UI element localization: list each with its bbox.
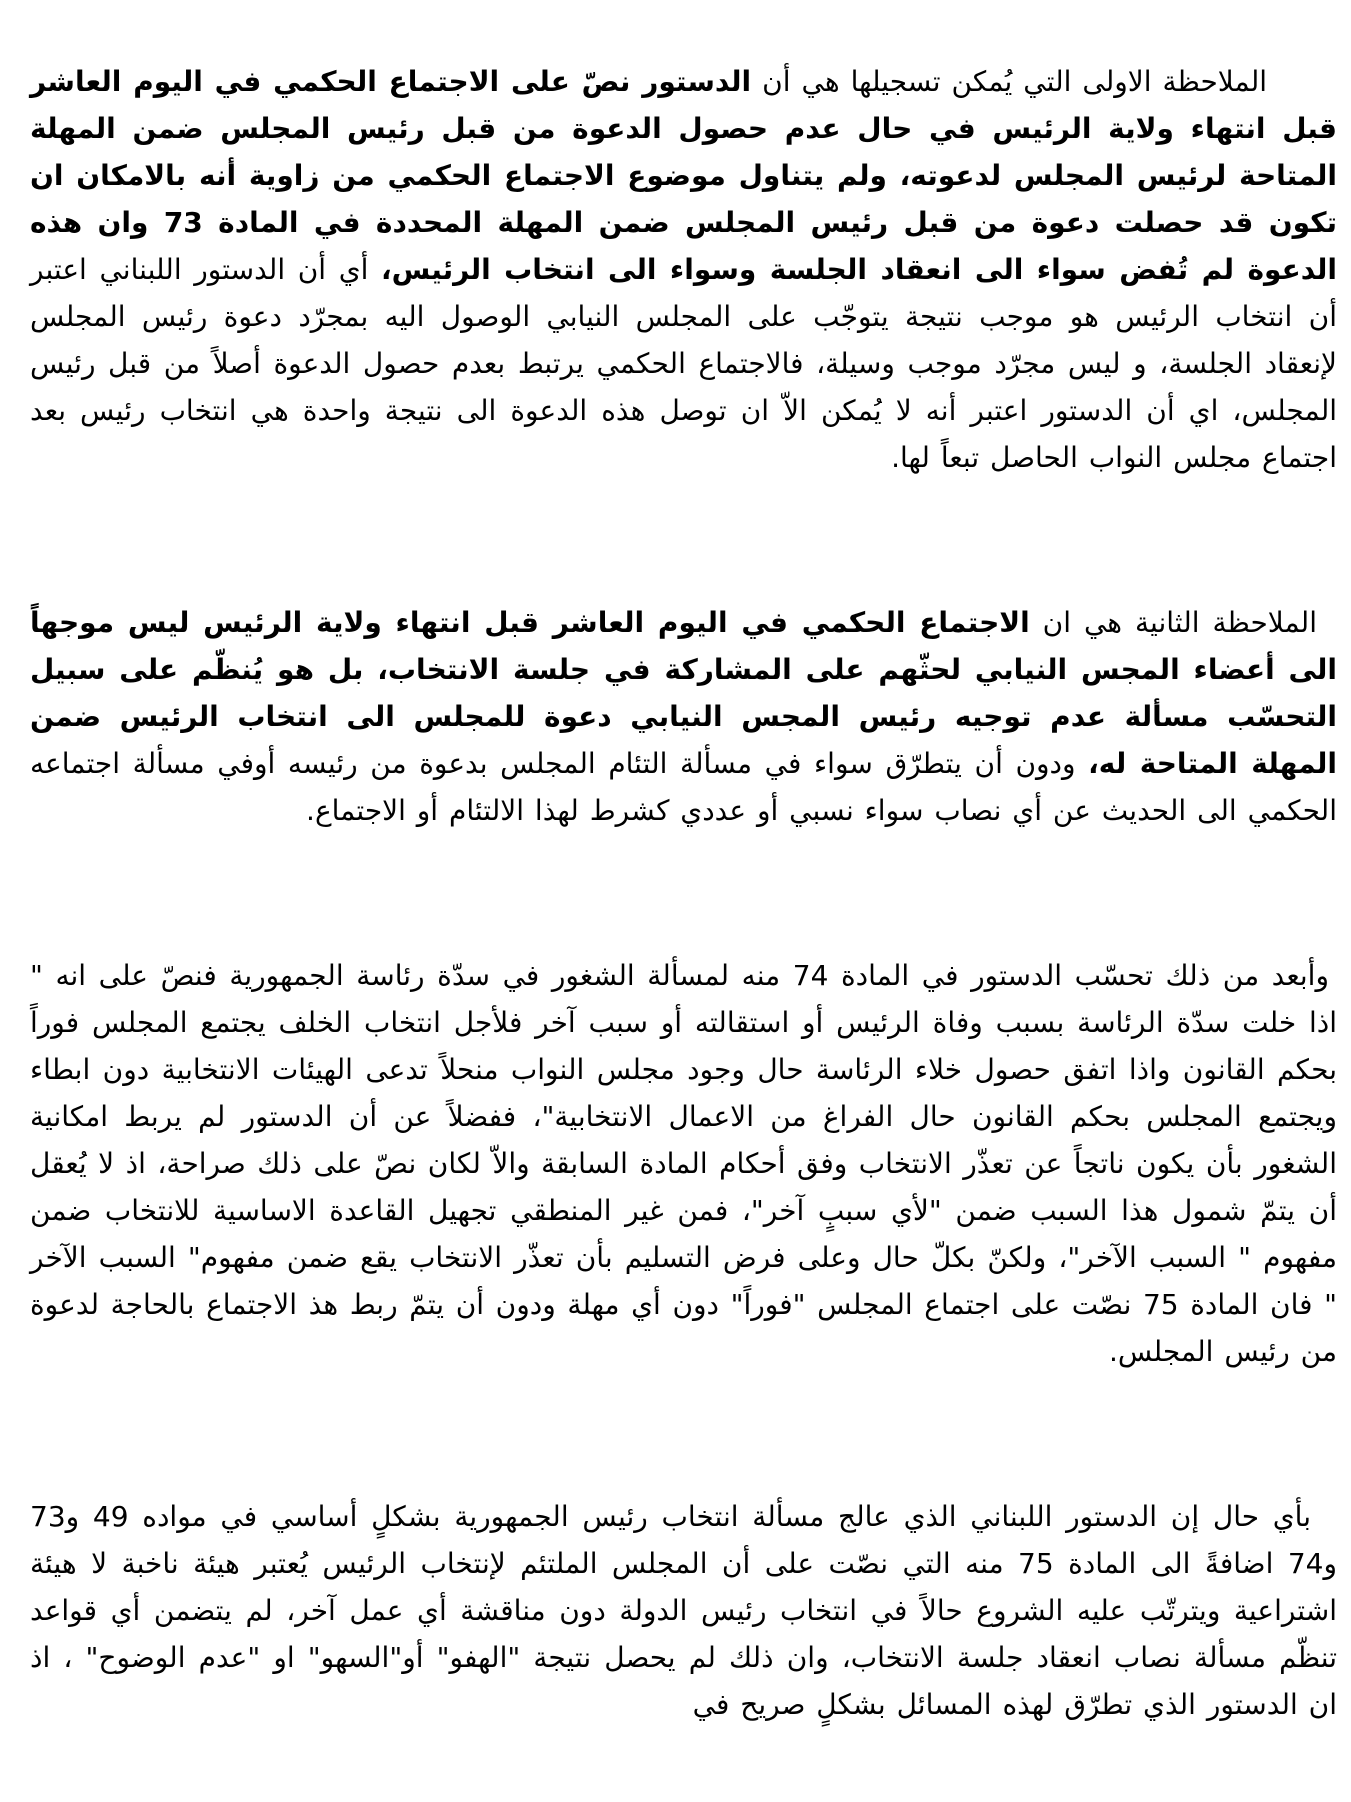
- text-run: وأبعد من ذلك تحسّب الدستور في المادة 74 منه لمسألة الشغور في سدّة رئاسة الجمهورية فنصّ على انه " اذا خلت سدّة الرئاسة بسبب وفاة الرئيس أو استقالته أو سبب آخر فلأجل انتخاب الخلف يجتمع المجلس فوراً بحكم القانون واذا اتفق حصول خلاء الرئاسة حال وجود مجلس النواب منحلاً تدعى الهيئات الانتخابية دون ابطاء ويجتمع المجلس بحكم القانون حال الفراغ من الاعمال الانتخابية"، ففضلاً عن أن الدستور لم يربط امكانية الشغور بأن يكون ناتجاً عن تعذّر الانتخاب وفق أحكام المادة السابقة والاّ لكان نصّ على ذلك صراحة، اذ لا يُعقل أن يتمّ شمول هذا السبب ضمن "لأي سببٍ آخر"، فمن غير المنطقي تجهيل القاعدة الاساسية للانتخاب ضمن مفهوم " السبب الآخر"، ولكنّ بكلّ حال وعلى فرض التسليم بأن تعذّر الانتخاب يقع ضمن مفهوم" السبب الآخر " فان المادة 75 نصّت على اجتماع المجلس "فوراً" دون أي مهلة ودون أن يتمّ ربط هذ الاجتماع بالحاجة لدعوة من رئيس المجلس.: [30, 959, 1337, 1368]
- text-run-bold: الاجتماع الحكمي في اليوم العاشر قبل انتهاء ولاية الرئيس ليس موجهاً الى أعضاء المجس النيابي لحثّهم على المشاركة في جلسة الانتخاب، بل هو يُنظّم على سبيل التحسّب مسألة عدم توجيه رئيس المجس النيابي دعوة للمجلس الى انتخاب الرئيس ضمن المهلة المتاحة له،: [30, 606, 1337, 780]
- text-run: ودون أن يتطرّق سواء في مسألة التئام المجلس بدعوة من رئيسه أوفي مسألة اجتماعه الحكمي الى الحديث عن أي نصاب سواء نسبي أو عددي كشرط لهذا الالتئام أو الاجتماع.: [30, 747, 1337, 827]
- text-run: أي أن الدستور اللبناني اعتبر أن انتخاب الرئيس هو موجب نتيجة يتوجّب على المجلس النيابي الوصول اليه بمجرّد دعوة رئيس المجلس لإنعقاد الجلسة، و ليس مجرّد موجب وسيلة، فالاجتماع الحكمي يرتبط بعدم حصول الدعوة أصلاً من قبل رئيس المجلس، اي أن الدستور اعتبر أنه لا يُمكن الاّ ان توصل هذه الدعوة الى نتيجة واحدة هي انتخاب رئيس بعد اجتماع مجلس النواب الحاصل تبعاً لها.: [30, 253, 1337, 474]
- text-run: الملاحظة الثانية هي ان: [1029, 606, 1317, 639]
- text-run: بأي حال إن الدستور اللبناني الذي عالج مسألة انتخاب رئيس الجمهورية بشكلٍ أساسي في مواده 49 و73 و74 اضافةً الى المادة 75 منه التي نصّت على أن المجلس الملتئم لإنتخاب الرئيس يُعتبر هيئة ناخبة لا هيئة اشتراعية ويترتّب عليه الشروع حالاً في انتخاب رئيس الدولة دون مناقشة أي عمل آخر، لم يتضمن أي قواعد تنظّم مسألة نصاب انعقاد جلسة الانتخاب، وان ذلك لم يحصل نتيجة "الهفو" أو"السهو" او "عدم الوضوح" ، اذ ان الدستور الذي تطرّق لهذه المسائل بشكلٍ صريح في: [30, 1500, 1337, 1721]
- paragraph-article-74-vacancy: [30, 952, 1337, 1375]
- text-run-bold: الدستور نصّ على الاجتماع الحكمي في اليوم العاشر قبل انتهاء ولاية الرئيس في حال عدم حصول الدعوة من قبل رئيس المجلس ضمن المهلة المتاحة لرئيس المجلس لدعوته، ولم يتناول موضوع الاجتماع الحكمي من زاوية أنه بالامكان ان تكون قد حصلت دعوة من قبل رئيس المجلس ضمن المهلة المحددة في المادة 73 وان هذه الدعوة لم تُفض سواء الى انعقاد الجلسة وسواء الى انتخاب الرئيس،: [30, 65, 1337, 286]
- paragraph-second-observation: [30, 599, 1337, 834]
- paragraph-conclusion-quorum: [30, 1493, 1337, 1728]
- paragraph-first-observation: [30, 58, 1337, 481]
- text-run: الملاحظة الاولى التي يُمكن تسجيلها هي أن: [751, 65, 1268, 98]
